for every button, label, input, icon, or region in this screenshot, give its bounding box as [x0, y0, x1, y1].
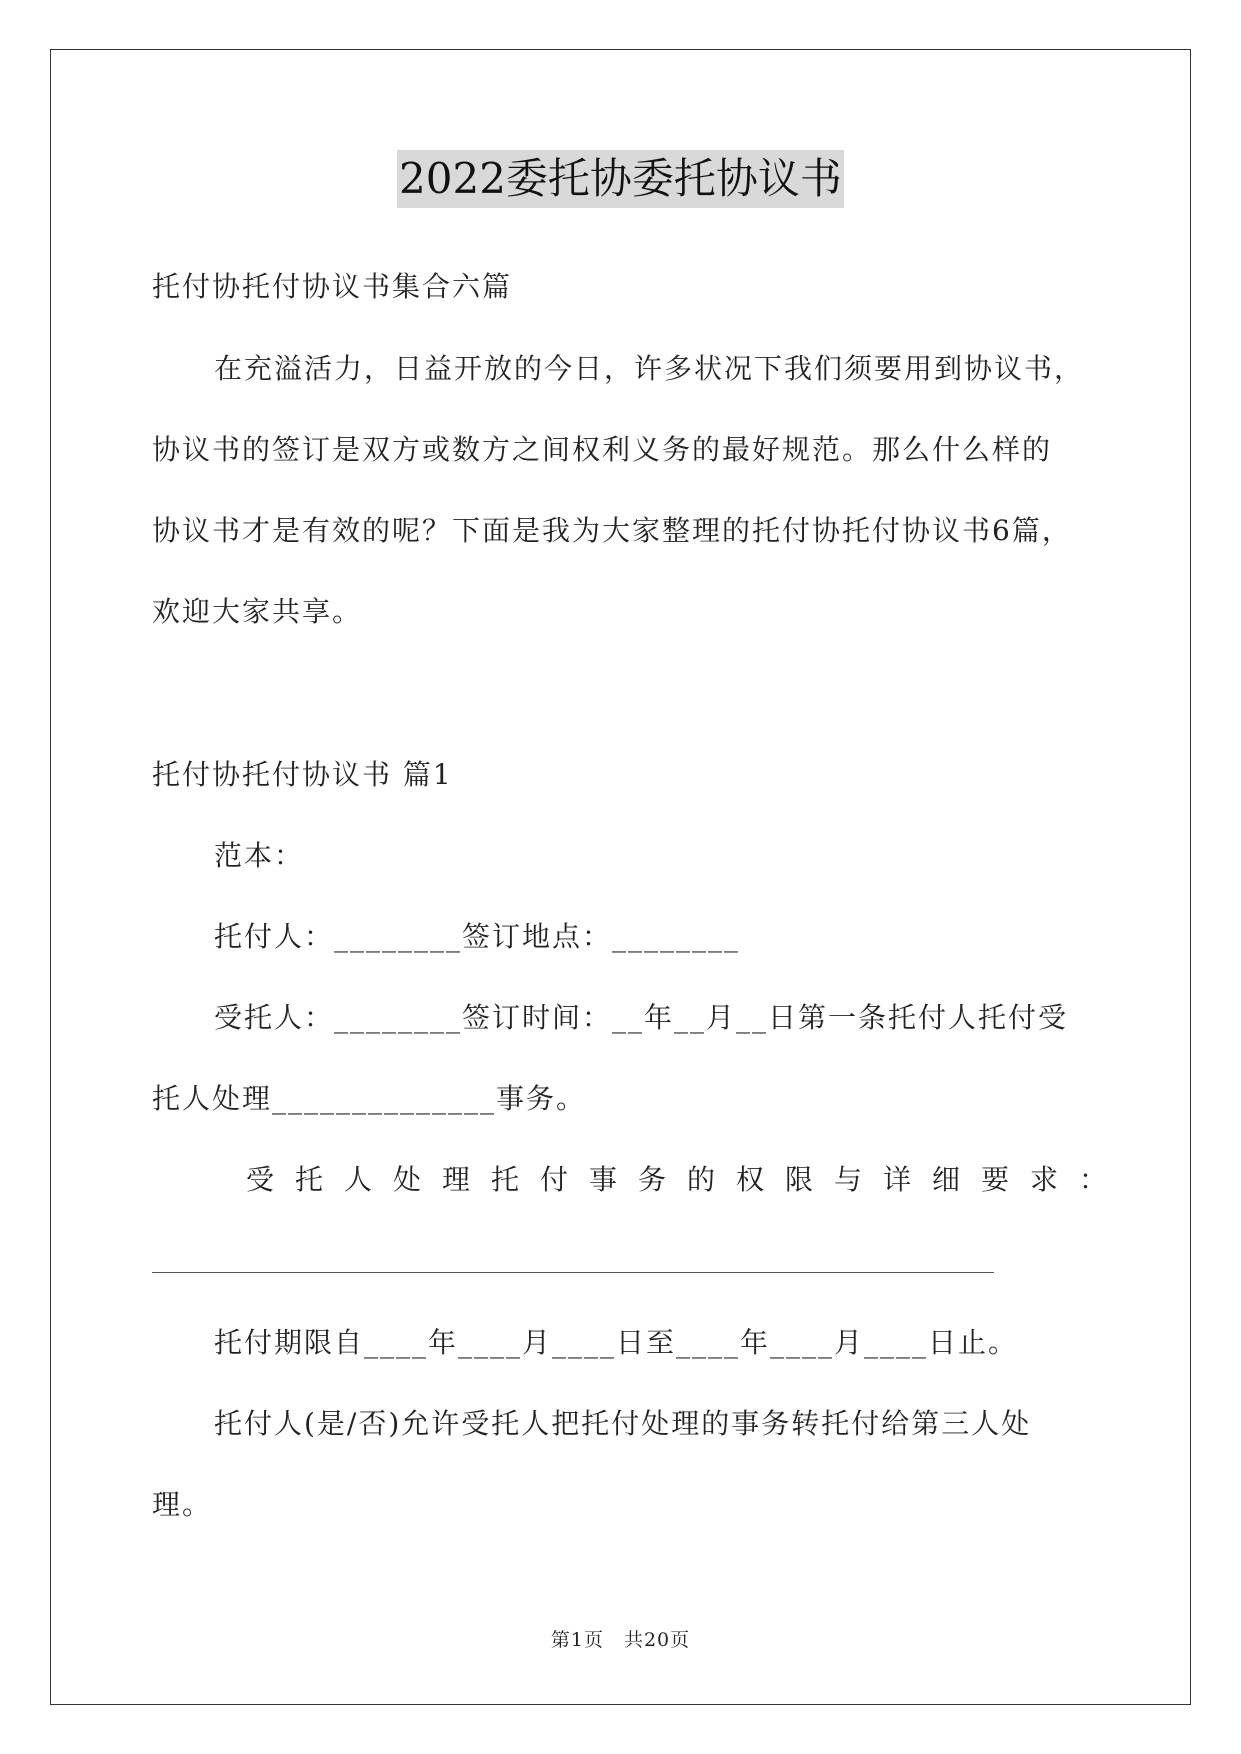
body-line-authority: 受托人处理托付事务的权限与详细要求：	[246, 1163, 1129, 1196]
body-line-trustee: 受托人：________签订时间：__年__月__日第一条托付人托付受	[214, 1001, 1069, 1034]
section-heading: 托付协托付协议书 篇1	[152, 758, 453, 791]
page-footer: 第1页 共20页	[550, 1629, 691, 1651]
intro-line-4: 欢迎大家共享。	[152, 595, 363, 628]
blank-fill-line	[152, 1272, 994, 1273]
document-subtitle: 托付协托付协议书集合六篇	[152, 270, 513, 303]
body-line-period: 托付期限自____年____月____日至____年____月____日止。	[214, 1326, 1019, 1359]
body-line-principal: 托付人：________签订地点：________	[214, 920, 741, 953]
body-line-sample: 范本：	[214, 839, 305, 872]
intro-line-1: 在充溢活力，日益开放的今日，许多状况下我们须要用到协议书，	[214, 352, 1085, 385]
title-container	[0, 150, 1241, 208]
body-line-subdelegation: 托付人(是/否)允许受托人把托付处理的事务转托付给第三人处	[214, 1407, 1032, 1440]
intro-line-2: 协议书的签订是双方或数方之间权利义务的最好规范。那么什么样的	[152, 433, 1053, 466]
body-line-end: 理。	[152, 1488, 213, 1521]
body-line-matter: 托人处理______________事务。	[152, 1082, 587, 1115]
document-title: 2022委托协委托协议书	[397, 150, 844, 208]
intro-line-3: 协议书才是有效的呢？下面是我为大家整理的托付协托付协议书6篇，	[152, 514, 1072, 547]
